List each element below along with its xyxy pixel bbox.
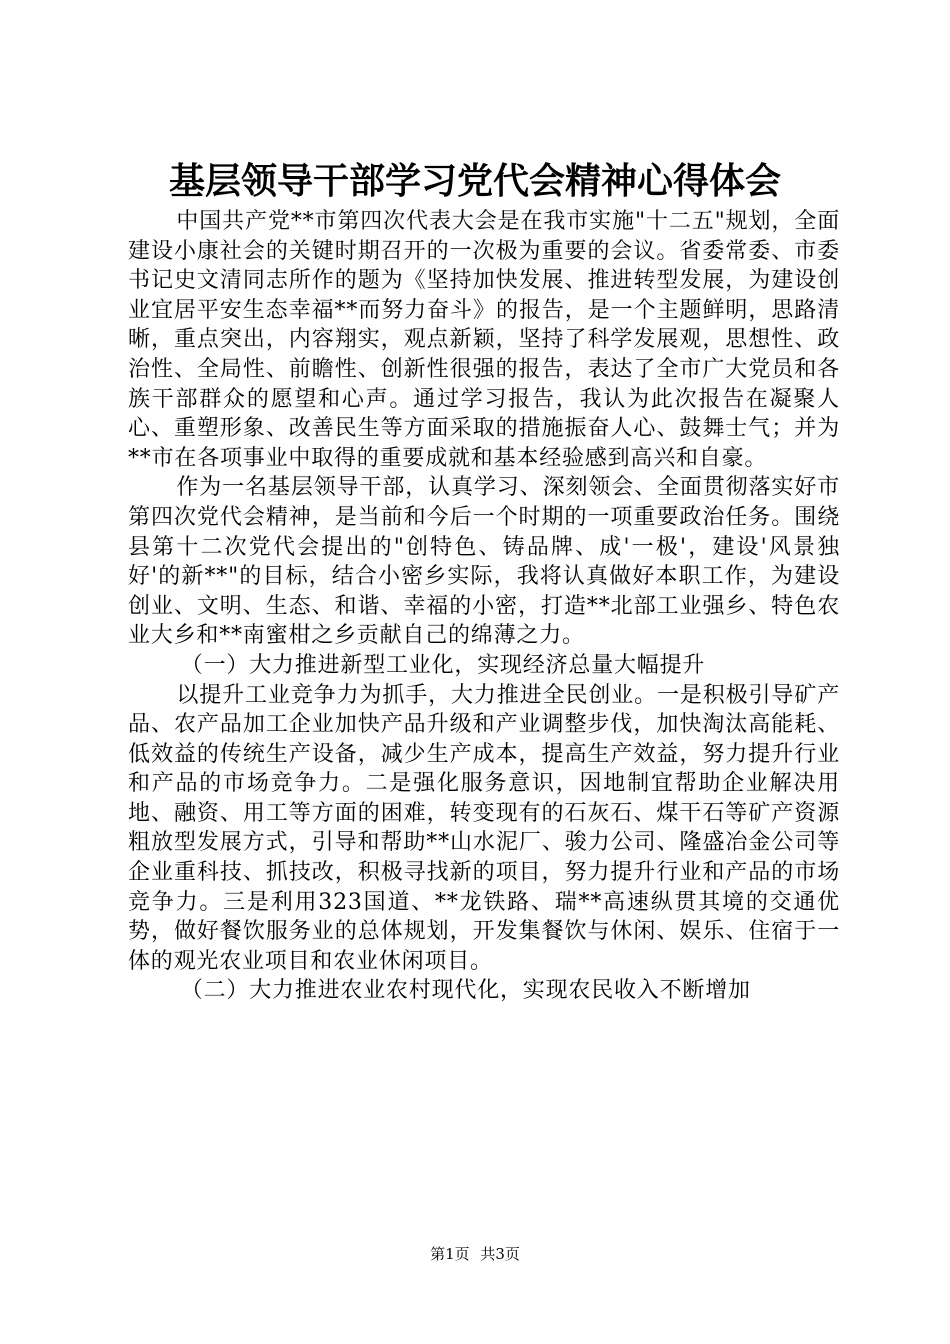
document-title: 基层领导干部学习党代会精神心得体会 <box>168 160 781 202</box>
page-footer <box>0 1244 950 1264</box>
document-body <box>128 207 840 1006</box>
paragraph-commitment: 作为一名基层领导干部，认真学习、深刻领会、全面贯彻落实好市第四次党代会精神，是当前和今后一个时期的一项重要政治任务。围绕县第十二次党代会提出的"创特色、铸品牌、成'一极'，建设'风景独好'的新**"的目标，结合小密乡实际，我将认真做好本职工作，为建设创业、文明、生态、和谐、幸福的小密，打造**北部工业强乡、特色农业大乡和**南蜜柑之乡贡献自己的绵薄之力。 <box>128 475 840 649</box>
page-number: 第1页 <box>430 1245 470 1263</box>
paragraph-section-1: 以提升工业竞争力为抓手，大力推进全民创业。一是积极引导矿产品、农产品加工企业加快产品升级和产业调整步伐，加快淘汰高能耗、低效益的传统生产设备，减少生产成本，提高生产效益，努力提升行业和产品的市场竞争力。二是强化服务意识，因地制宜帮助企业解决用地、融资、用工等方面的困难，转变现有的石灰石、煤干石等矿产资源粗放型发展方式，引导和帮助**山水泥厂、骏力公司、隆盛冶金公司等企业重科技、抓技改，积极寻找新的项目，努力提升行业和产品的市场竞争力。三是利用323国道、**龙铁路、瑞**高速纵贯其境的交通优势，做好餐饮服务业的总体规划，开发集餐饮与休闲、娱乐、住宿于一体的观光农业项目和农业休闲项目。 <box>128 682 840 974</box>
section-heading-2: （二）大力推进农业农村现代化，实现农民收入不断增加 <box>180 978 751 1004</box>
page-total: 共3页 <box>480 1245 520 1263</box>
section-heading-1: （一）大力推进新型工业化，实现经济总量大幅提升 <box>180 652 706 678</box>
paragraph-intro: 中国共产党**市第四次代表大会是在我市实施"十二五"规划，全面建设小康社会的关键时期召开的一次极为重要的会议。省委常委、市委书记史文清同志所作的题为《坚持加快发展、推进转型发展，为建设创业宜居平安生态幸福**而努力奋斗》的报告，是一个主题鲜明，思路清晰，重点突出，内容翔实，观点新颖，坚持了科学发展观，思想性、政治性、全局性、前瞻性、创新性很强的报告，表达了全市广大党员和各族干部群众的愿望和心声。通过学习报告，我认为此次报告在凝聚人心、重塑形象、改善民生等方面采取的措施振奋人心、鼓舞士气；并为**市在各项事业中取得的重要成就和基本经验感到高兴和自豪。 <box>128 209 840 471</box>
